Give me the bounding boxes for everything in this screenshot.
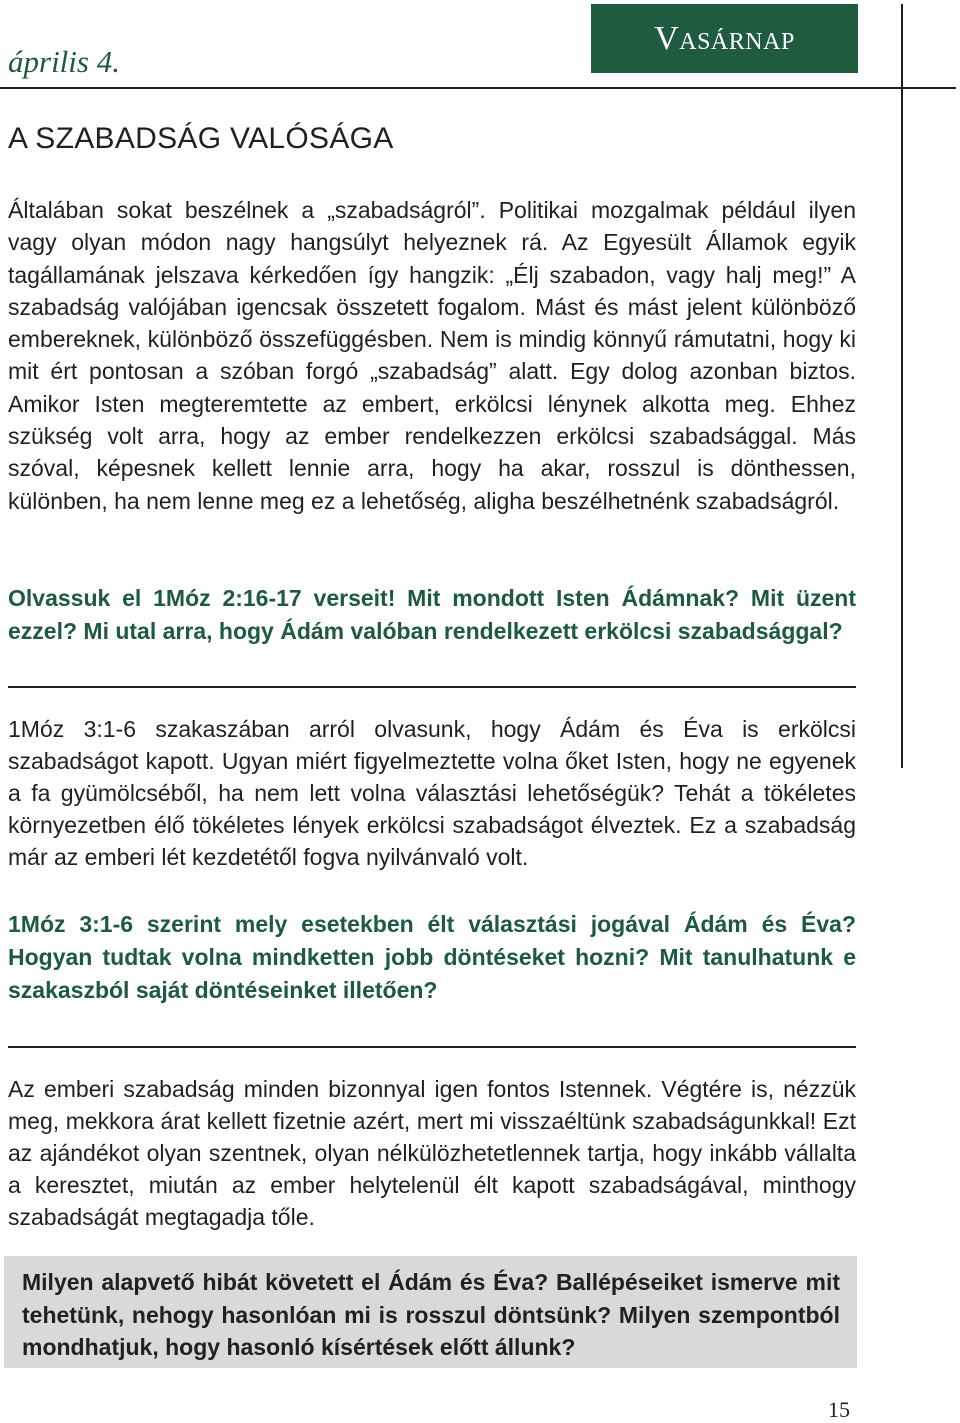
answer-line-1 [8, 686, 856, 688]
question-box [4, 1256, 857, 1368]
date-label: április 4. [8, 44, 120, 79]
lesson-title: A SZABADSÁG VALÓSÁGA [8, 122, 394, 155]
intro-paragraph: Általában sokat beszélnek a „szabadságról”. Politikai mozgalmak például ilyen vagy olyan módon nagy hangsúlyt helyeznek rá. Az Egyesült Államok egyik tagállamának jelszava kérkedően így hangzik: „Élj szabadon, vagy halj meg!” A szabadság valójában igencsak összetett fogalom. Mást és mást jelent különböző embereknek, különböző összefüggésben. Nem is mindig könnyű rámutatni, hogy ki mit ért pontosan a szóban forgó „szabadság” alatt. Egy dolog azonban biztos. Amikor Isten megteremtette az embert, erkölcsi lénynek alkotta meg. Ehhez szükség volt arra, hogy az ember rendelkezzen erkölcsi szabadsággal. Más szóval, képesnek kellett lennie arra, hogy ha akar, rosszul is dönthessen, különben, ha nem lenne meg ez a lehetőség, aligha beszélhetnénk szabadságról. [8, 197, 856, 514]
page-number: 15 [828, 1397, 850, 1422]
question-3: Milyen alapvető hibát követett el Ádám és Éva? Ballépéseiket ismerve mit tehetünk, nehogy hasonlóan mi is rosszul döntsünk? Milyen szempontból mondhatjuk, hogy hasonló kísértések előtt állunk? [22, 1269, 840, 1360]
margin-rule [901, 4, 903, 768]
header-divider [0, 87, 956, 89]
answer-line-2 [8, 1046, 856, 1048]
body-paragraph-2: 1Móz 3:1-6 szakaszában arról olvasunk, hogy Ádám és Éva is erkölcsi szabadságot kapott. Ugyan miért figyelmeztette volna őket Isten, hogy ne egyenek a fa gyümölcséből, ha nem lett volna választási lehetőségük? Tehát a tökéletes környezetben élő tökéletes lények erkölcsi szabadságot élveztek. Ez a szabadság már az emberi lét kezdetétől fogva nyilvánvaló volt. [8, 716, 856, 870]
body-paragraph-3: Az emberi szabadság minden bizonnyal igen fontos Istennek. Végtére is, nézzük meg, mekkora árat kellett fizetnie azért, mert mi visszaéltünk szabadságunkkal! Ezt az ajándékot olyan szentnek, olyan nélkülözhetetlennek tartja, hogy inkább vállalta a keresztet, miután az ember helytelenül élt kapott szabadságával, minthogy szabadságát megtagadja tőle. [8, 1076, 856, 1230]
day-banner: Vasárnap [591, 4, 858, 73]
question-2: 1Móz 3:1-6 szerint mely esetekben élt választási jogával Ádám és Éva? Hogyan tudtak volna mindketten jobb döntéseket hozni? Mit tanulhatunk e szakaszból saját döntéseinket illetően? [8, 911, 856, 1003]
question-1: Olvassuk el 1Móz 2:16-17 verseit! Mit mondott Isten Ádámnak? Mit üzent ezzel? Mi utal arra, hogy Ádám valóban rendelkezett erkölcsi szabadsággal? [8, 585, 856, 644]
